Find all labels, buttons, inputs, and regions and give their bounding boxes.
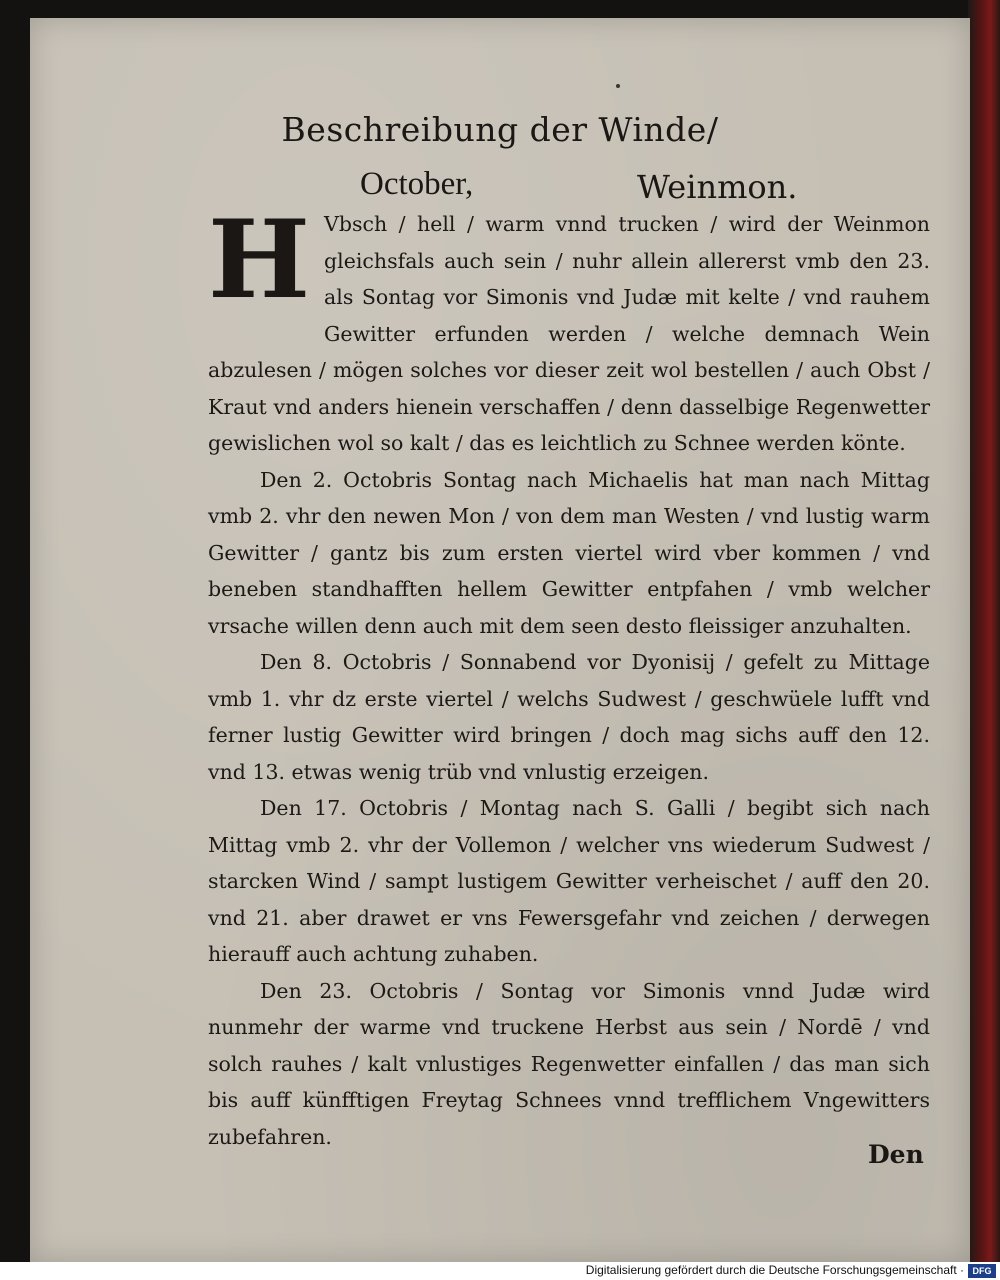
- catchword: Den: [868, 1140, 924, 1169]
- dfg-logo: DFG: [968, 1264, 996, 1278]
- paragraph-4: Den 17. Octobris / Montag nach S. Galli / begibt sich nach Mittag vmb 2. vhr der Vollemon / welcher vns wiederum Sudwest / starcken Wind / sampt lustigem Gewitter verheischet / auff den 20. vnd 21. aber drawet er vns Fewersgefahr vnd zeichen / derwegen hierauff auch achtung zuhaben.: [208, 796, 930, 966]
- body-text: [208, 197, 930, 1155]
- paragraph-text: Vbsch / hell / warm vnnd trucken / wird der Weinmon gleichsfals auch sein / nuhr allein allererst vmb den 23. als Sontag vor Simonis vnd Judæ mit kelte / vnd rauhem Gewitter erfunden werden / welche demnach Wein abzulesen / mögen solches vor dieser zeit wol bestellen / auch Obst / Kraut vnd anders hienein verschaffen / denn dasselbige Regenwetter gewislichen wol so kalt / das es leichtlich zu Schnee werden könte.: [208, 212, 930, 455]
- month-german: Weinmon.: [637, 168, 798, 206]
- month-latin: October,: [360, 166, 474, 202]
- page-title: Beschreibung der Winde/: [281, 110, 719, 149]
- book-edge: [968, 0, 1000, 1262]
- paragraph-5: Den 23. Octobris / Sontag vor Simonis vnnd Judæ wird nunmehr der warme vnd truckene Herbst aus sein / Nordē / vnd solch rauhes / kalt vnlustiges Regenwetter einfallen / das man sich bis auff künfftigen Freytag Schnees vnnd trefflichem Vngewitters zubefahren.: [208, 978, 930, 1149]
- footer-credit: Digitalisierung gefördert durch die Deutsche Forschungsgemeinschaft ·: [585, 1263, 964, 1277]
- ink-dot: [616, 84, 620, 88]
- paragraph-2: Den 2. Octobris Sontag nach Michaelis hat man nach Mittag vmb 2. vhr den newen Mon / von dem man Westen / vnd lustig warm Gewitter / gantz bis zum ersten viertel wird vber kommen / vnd beneben standhafften hellem Gewitter entpfahen / vmb welcher vrsache willen denn auch mit dem seen desto fleissiger anzuhalten.: [208, 467, 930, 638]
- paragraph-3: Den 8. Octobris / Sonnabend vor Dyonisij / gefelt zu Mittage vmb 1. vhr dz erste viertel / welchs Sudwest / geschwüele lufft vnd ferner lustig Gewitter wird bringen / doch mag sichs auff den 12. vnd 13. etwas wenig trüb vnd vnlustig erzeigen.: [208, 650, 930, 784]
- paragraph-1: [208, 197, 930, 462]
- dropcap: H: [208, 197, 311, 323]
